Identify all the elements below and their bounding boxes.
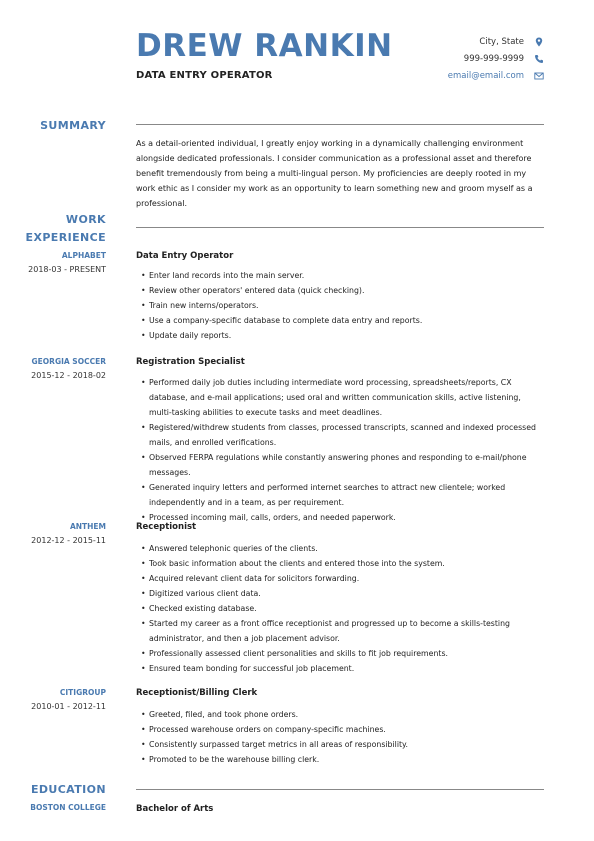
list-item: • Registered/withdrew students from classes, processed transcripts, scanned and indexed processed mails, and enrolled verifications.	[141, 420, 544, 450]
list-item: • Processed warehouse orders on company-specific machines.	[141, 722, 544, 737]
education-heading: EDUCATION	[30, 783, 106, 796]
experience-heading-line2: EXPERIENCE	[25, 231, 106, 244]
education-degree: Bachelor of Arts	[136, 804, 214, 814]
envelope-icon	[534, 71, 544, 81]
job-dates: 2012-12 - 2015-11	[31, 536, 106, 545]
job-title: DATA ENTRY OPERATOR	[136, 70, 273, 81]
list-item: • Started my career as a front office receptionist and progressed up to become a skills-testing administrator, and then a job placement advisor.	[141, 616, 544, 646]
summary-text: As a detail-oriented individual, I greatly enjoy working in a dynamically challenging environment alongside dedicated professionals. I consider communication as a professional asset and therefore benefit tremendously from being a multi-lingual person. My proficiencies are deeply rooted in my work ethic as I consider my work as an opportunity to learn something new and groom myself as a professional.	[136, 139, 533, 208]
job-bullets	[141, 268, 544, 343]
job-role: Receptionist	[136, 522, 197, 532]
list-item: • Checked existing database.	[141, 601, 544, 616]
education-school: BOSTON COLLEGE	[30, 803, 106, 812]
job-bullets	[141, 707, 544, 767]
list-item: • Processed incoming mail, calls, orders, and needed paperwork.	[141, 510, 544, 525]
list-item: • Train new interns/operators.	[141, 298, 544, 313]
phone-text: 999-999-9999	[463, 53, 524, 64]
contact-email	[448, 67, 544, 84]
candidate-name: DREW RANKIN	[136, 28, 393, 64]
list-item: • Consistently surpassed target metrics in all areas of responsibility.	[141, 737, 544, 752]
job-role: Data Entry Operator	[136, 251, 234, 261]
list-item: • Greeted, filed, and took phone orders.	[141, 707, 544, 722]
contact-block	[448, 33, 544, 84]
list-item: • Observed FERPA regulations while constantly answering phones and responding to e-mail/phone messages.	[141, 450, 544, 480]
summary-heading: SUMMARY	[40, 119, 106, 132]
location-pin-icon	[534, 37, 544, 47]
job-bullets	[141, 541, 544, 676]
list-item: • Use a company-specific database to complete data entry and reports.	[141, 313, 544, 328]
list-item: • Acquired relevant client data for solicitors forwarding.	[141, 571, 544, 586]
job-bullets	[141, 375, 544, 525]
list-item: • Promoted to be the warehouse billing clerk.	[141, 752, 544, 767]
contact-location	[448, 33, 544, 50]
list-item: • Update daily reports.	[141, 328, 544, 343]
list-item: • Ensured team bonding for successful job placement.	[141, 661, 544, 676]
experience-heading-line1: WORK	[65, 213, 106, 226]
location-text: City, State	[479, 36, 524, 47]
job-role: Registration Specialist	[136, 357, 245, 367]
job-company: GEORGIA SOCCER	[31, 357, 106, 366]
contact-phone	[448, 50, 544, 67]
list-item: • Digitized various client data.	[141, 586, 544, 601]
list-item: • Took basic information about the clients and entered those into the system.	[141, 556, 544, 571]
job-company: ANTHEM	[69, 522, 106, 531]
list-item: • Review other operators' entered data (quick checking).	[141, 283, 544, 298]
job-company: ALPHABET	[61, 251, 106, 260]
job-company: CITIGROUP	[59, 688, 106, 697]
job-dates: 2010-01 - 2012-11	[31, 702, 106, 711]
list-item: • Generated inquiry letters and performed internet searches to attract new clientele; worked independently and in a team, as per requirement.	[141, 480, 544, 510]
education-divider	[136, 789, 544, 790]
list-item: • Enter land records into the main server.	[141, 268, 544, 283]
experience-divider	[136, 227, 544, 228]
list-item: • Answered telephonic queries of the clients.	[141, 541, 544, 556]
phone-icon	[534, 54, 544, 64]
email-text[interactable]: email@email.com	[447, 70, 524, 81]
job-role: Receptionist/Billing Clerk	[136, 688, 258, 698]
list-item: • Performed daily job duties including intermediate word processing, spreadsheets/reports, CX database, and e-mail applications; used oral and written communication skills, active listening, multi-tasking abilities to execute tasks and meet deadlines.	[141, 375, 544, 420]
job-dates: 2015-12 - 2018-02	[31, 371, 106, 380]
job-dates: 2018-03 - PRESENT	[28, 265, 106, 274]
list-item: • Professionally assessed client personalities and skills to fit job requirements.	[141, 646, 544, 661]
summary-divider	[136, 124, 544, 125]
